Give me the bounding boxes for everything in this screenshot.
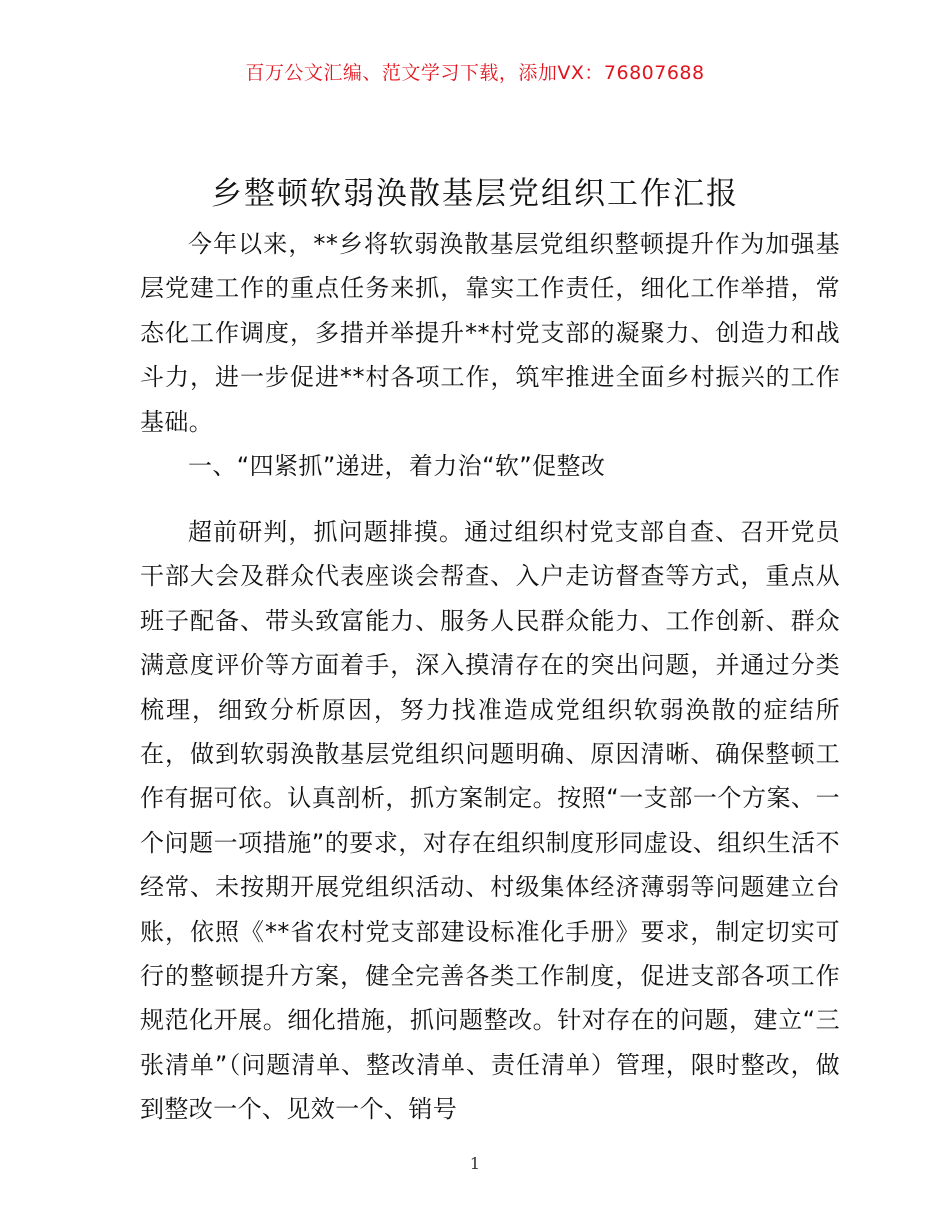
intro-paragraph: 今年以来，**乡将软弱涣散基层党组织整顿提升作为加强基层党建工作的重点任务来抓，靠实工作责任，细化工作举措，常态化工作调度，多措并举提升**村党支部的凝聚力、创造力和战斗力，进一步促进**村各项工作，筑牢推进全面乡村振兴的工作基础。	[140, 230, 840, 436]
document-title: 乡整顿软弱涣散基层党组织工作汇报	[211, 176, 739, 212]
section-heading: 一、“四紧抓”递进，着力治“软”促整改	[188, 452, 606, 480]
header-banner: 百万公文汇编、范文学习下载，添加VX：76807688	[245, 62, 705, 84]
body-paragraph: 超前研判，抓问题排摸。通过组织村党支部自查、召开党员干部大会及群众代表座谈会帮查、入户走访督查等方式，重点从班子配备、带头致富能力、服务人民群众能力、工作创新、群众满意度评价等方面着手，深入摸清存在的突出问题，并通过分类梳理，细致分析原因，努力找准造成党组织软弱涣散的症结所在，做到软弱涣散基层党组织问题明确、原因清晰、确保整顿工作有据可依。认真剖析，抓方案制定。按照“一支部一个方案、一个问题一项措施”的要求，对存在组织制度形同虚设、组织生活不经常、未按期开展党组织活动、村级集体经济薄弱等问题建立台账，依照《**省农村党支部建设标准化手册》要求，制定切实可行的整顿提升方案，健全完善各类工作制度，促进支部各项工作规范化开展。细化措施，抓问题整改。针对存在的问题，建立“三张清单”（问题清单、整改清单、责任清单）管理，限时整改，做到整改一个、见效一个、销号	[140, 518, 841, 1124]
page-number: 1	[469, 1154, 481, 1173]
